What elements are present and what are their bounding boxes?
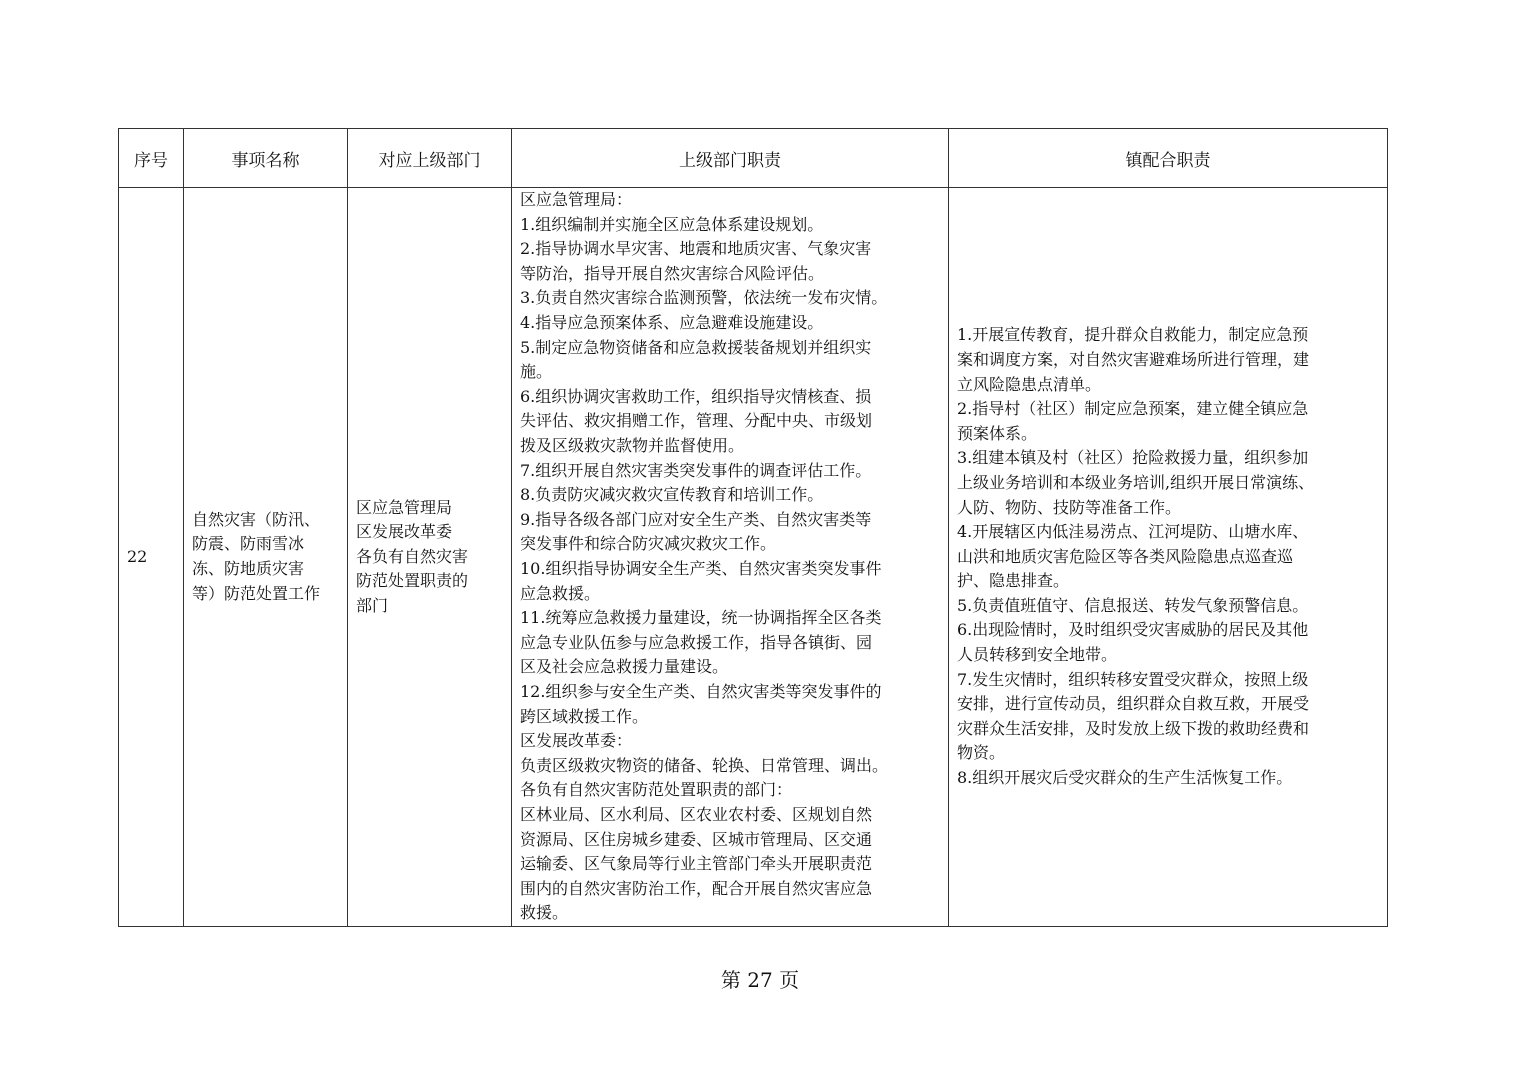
text-line: 区发展改革委 (356, 522, 453, 542)
text-line: 7.发生灾情时，组织转移安置受灾群众，按照上级 (957, 669, 1309, 689)
text-line: 等防治，指导开展自然灾害综合风险评估。 (520, 263, 825, 283)
row-seq: 22 (119, 188, 184, 927)
text-line: 5.制定应急物资储备和应急救援装备规划并组织实 (520, 337, 872, 357)
text-line: 11.统筹应急救援力量建设，统一协调指挥全区各类 (520, 608, 882, 628)
text-line: 2.指导协调水旱灾害、地震和地质灾害、气象灾害 (520, 239, 872, 259)
page-number: 第 27 页 (720, 968, 800, 992)
text-line: 资源局、区住房城乡建委、区城市管理局、区交通 (520, 829, 873, 849)
text-line: 区应急管理局 (356, 497, 453, 517)
text-line: 负责区级救灾物资的储备、轮换、日常管理、调出。 (520, 755, 889, 775)
text-line: 围内的自然灾害防治工作，配合开展自然灾害应急 (520, 878, 873, 898)
text-line: 施。 (520, 362, 553, 382)
row-departments (348, 188, 512, 927)
text-line: 4.开展辖区内低洼易涝点、江河堤防、山塘水库、 (957, 522, 1309, 542)
text-line: 6.出现险情时，及时组织受灾害威胁的居民及其他 (957, 620, 1309, 640)
text-line: 人防、物防、技防等准备工作。 (957, 497, 1182, 517)
header-upper-duties: 上级部门职责 (512, 129, 949, 188)
row-town-duties (949, 188, 1388, 927)
text-line: 应急救援。 (520, 583, 601, 603)
text-line: 失评估、救灾捐赠工作，管理、分配中央、市级划 (520, 411, 873, 431)
text-line: 救援。 (520, 903, 569, 923)
text-line: 跨区域救援工作。 (520, 706, 649, 726)
header-department: 对应上级部门 (348, 129, 512, 188)
text-line: 人员转移到安全地带。 (957, 645, 1118, 665)
text-line: 预案体系。 (957, 423, 1038, 443)
text-line: 2.指导村（社区）制定应急预案，建立健全镇应急 (957, 399, 1309, 419)
text-line: 12.组织参与安全生产类、自然灾害类等突发事件的 (520, 681, 882, 701)
text-line: 等）防范处置工作 (192, 583, 321, 603)
header-item-name: 事项名称 (184, 129, 348, 188)
text-line: 区及社会应急救援力量建设。 (520, 657, 729, 677)
text-line: 拨及区级救灾款物并监督使用。 (520, 436, 745, 456)
text-line: 运输委、区气象局等行业主管部门牵头开展职责范 (520, 854, 873, 874)
text-line: 8.负责防灾减灾救灾宣传教育和培训工作。 (520, 485, 824, 505)
text-line: 9.指导各级各部门应对安全生产类、自然灾害类等 (520, 509, 872, 529)
table-row (119, 188, 1388, 927)
text-line: 自然灾害（防汛、 (192, 509, 321, 529)
text-line: 立风险隐患点清单。 (957, 374, 1102, 394)
text-line: 区林业局、区水利局、区农业农村委、区规划自然 (520, 804, 873, 824)
text-line: 案和调度方案，对自然灾害避难场所进行管理，建 (957, 349, 1310, 369)
text-line: 3.负责自然灾害综合监测预警，依法统一发布灾情。 (520, 288, 888, 308)
text-line: 防震、防雨雪冰 (192, 534, 305, 554)
text-line: 应急专业队伍参与应急救援工作，指导各镇街、园 (520, 632, 873, 652)
text-line: 1.开展宣传教育，提升群众自救能力，制定应急预 (957, 325, 1309, 345)
text-line: 冻、防地质灾害 (192, 559, 305, 578)
duty-table (118, 128, 1388, 927)
text-line: 防范处置职责的 (356, 571, 469, 591)
text-line: 7.组织开展自然灾害类突发事件的调查评估工作。 (520, 460, 872, 480)
text-line: 部门 (356, 595, 389, 615)
text-line: 1.组织编制并实施全区应急体系建设规划。 (520, 214, 824, 234)
text-line: 上级业务培训和本级业务培训,组织开展日常演练、 (957, 472, 1315, 492)
text-line: 护、隐患排查。 (957, 571, 1070, 591)
text-line: 突发事件和综合防灾减灾救灾工作。 (520, 534, 777, 554)
text-line: 区发展改革委： (520, 731, 633, 751)
text-line: 山洪和地质灾害危险区等各类风险隐患点巡查巡 (957, 546, 1294, 566)
text-line: 区应急管理局： (520, 190, 633, 210)
text-line: 各负有自然灾害 (356, 546, 469, 566)
text-line: 3.组建本镇及村（社区）抢险救援力量，组织参加 (957, 448, 1309, 468)
text-line: 6.组织协调灾害救助工作，组织指导灾情核查、损 (520, 386, 872, 406)
row-upper-duties (512, 188, 949, 927)
text-line: 8.组织开展灾后受灾群众的生产生活恢复工作。 (957, 768, 1293, 788)
header-town-duties: 镇配合职责 (949, 129, 1388, 188)
text-line: 安排，进行宣传动员，组织群众自救互救，开展受 (957, 694, 1310, 714)
text-line: 10.组织指导协调安全生产类、自然灾害类突发事件 (520, 559, 882, 578)
text-line: 各负有自然灾害防范处置职责的部门： (520, 780, 793, 800)
header-seq: 序号 (119, 129, 184, 188)
text-line: 5.负责值班值守、信息报送、转发气象预警信息。 (957, 595, 1309, 615)
header-row (119, 129, 1388, 188)
text-line: 灾群众生活安排，及时发放上级下拨的救助经费和 (957, 718, 1310, 738)
row-item-name (184, 188, 348, 927)
text-line: 4.指导应急预案体系、应急避难设施建设。 (520, 313, 824, 333)
text-line: 物资。 (957, 743, 1006, 763)
